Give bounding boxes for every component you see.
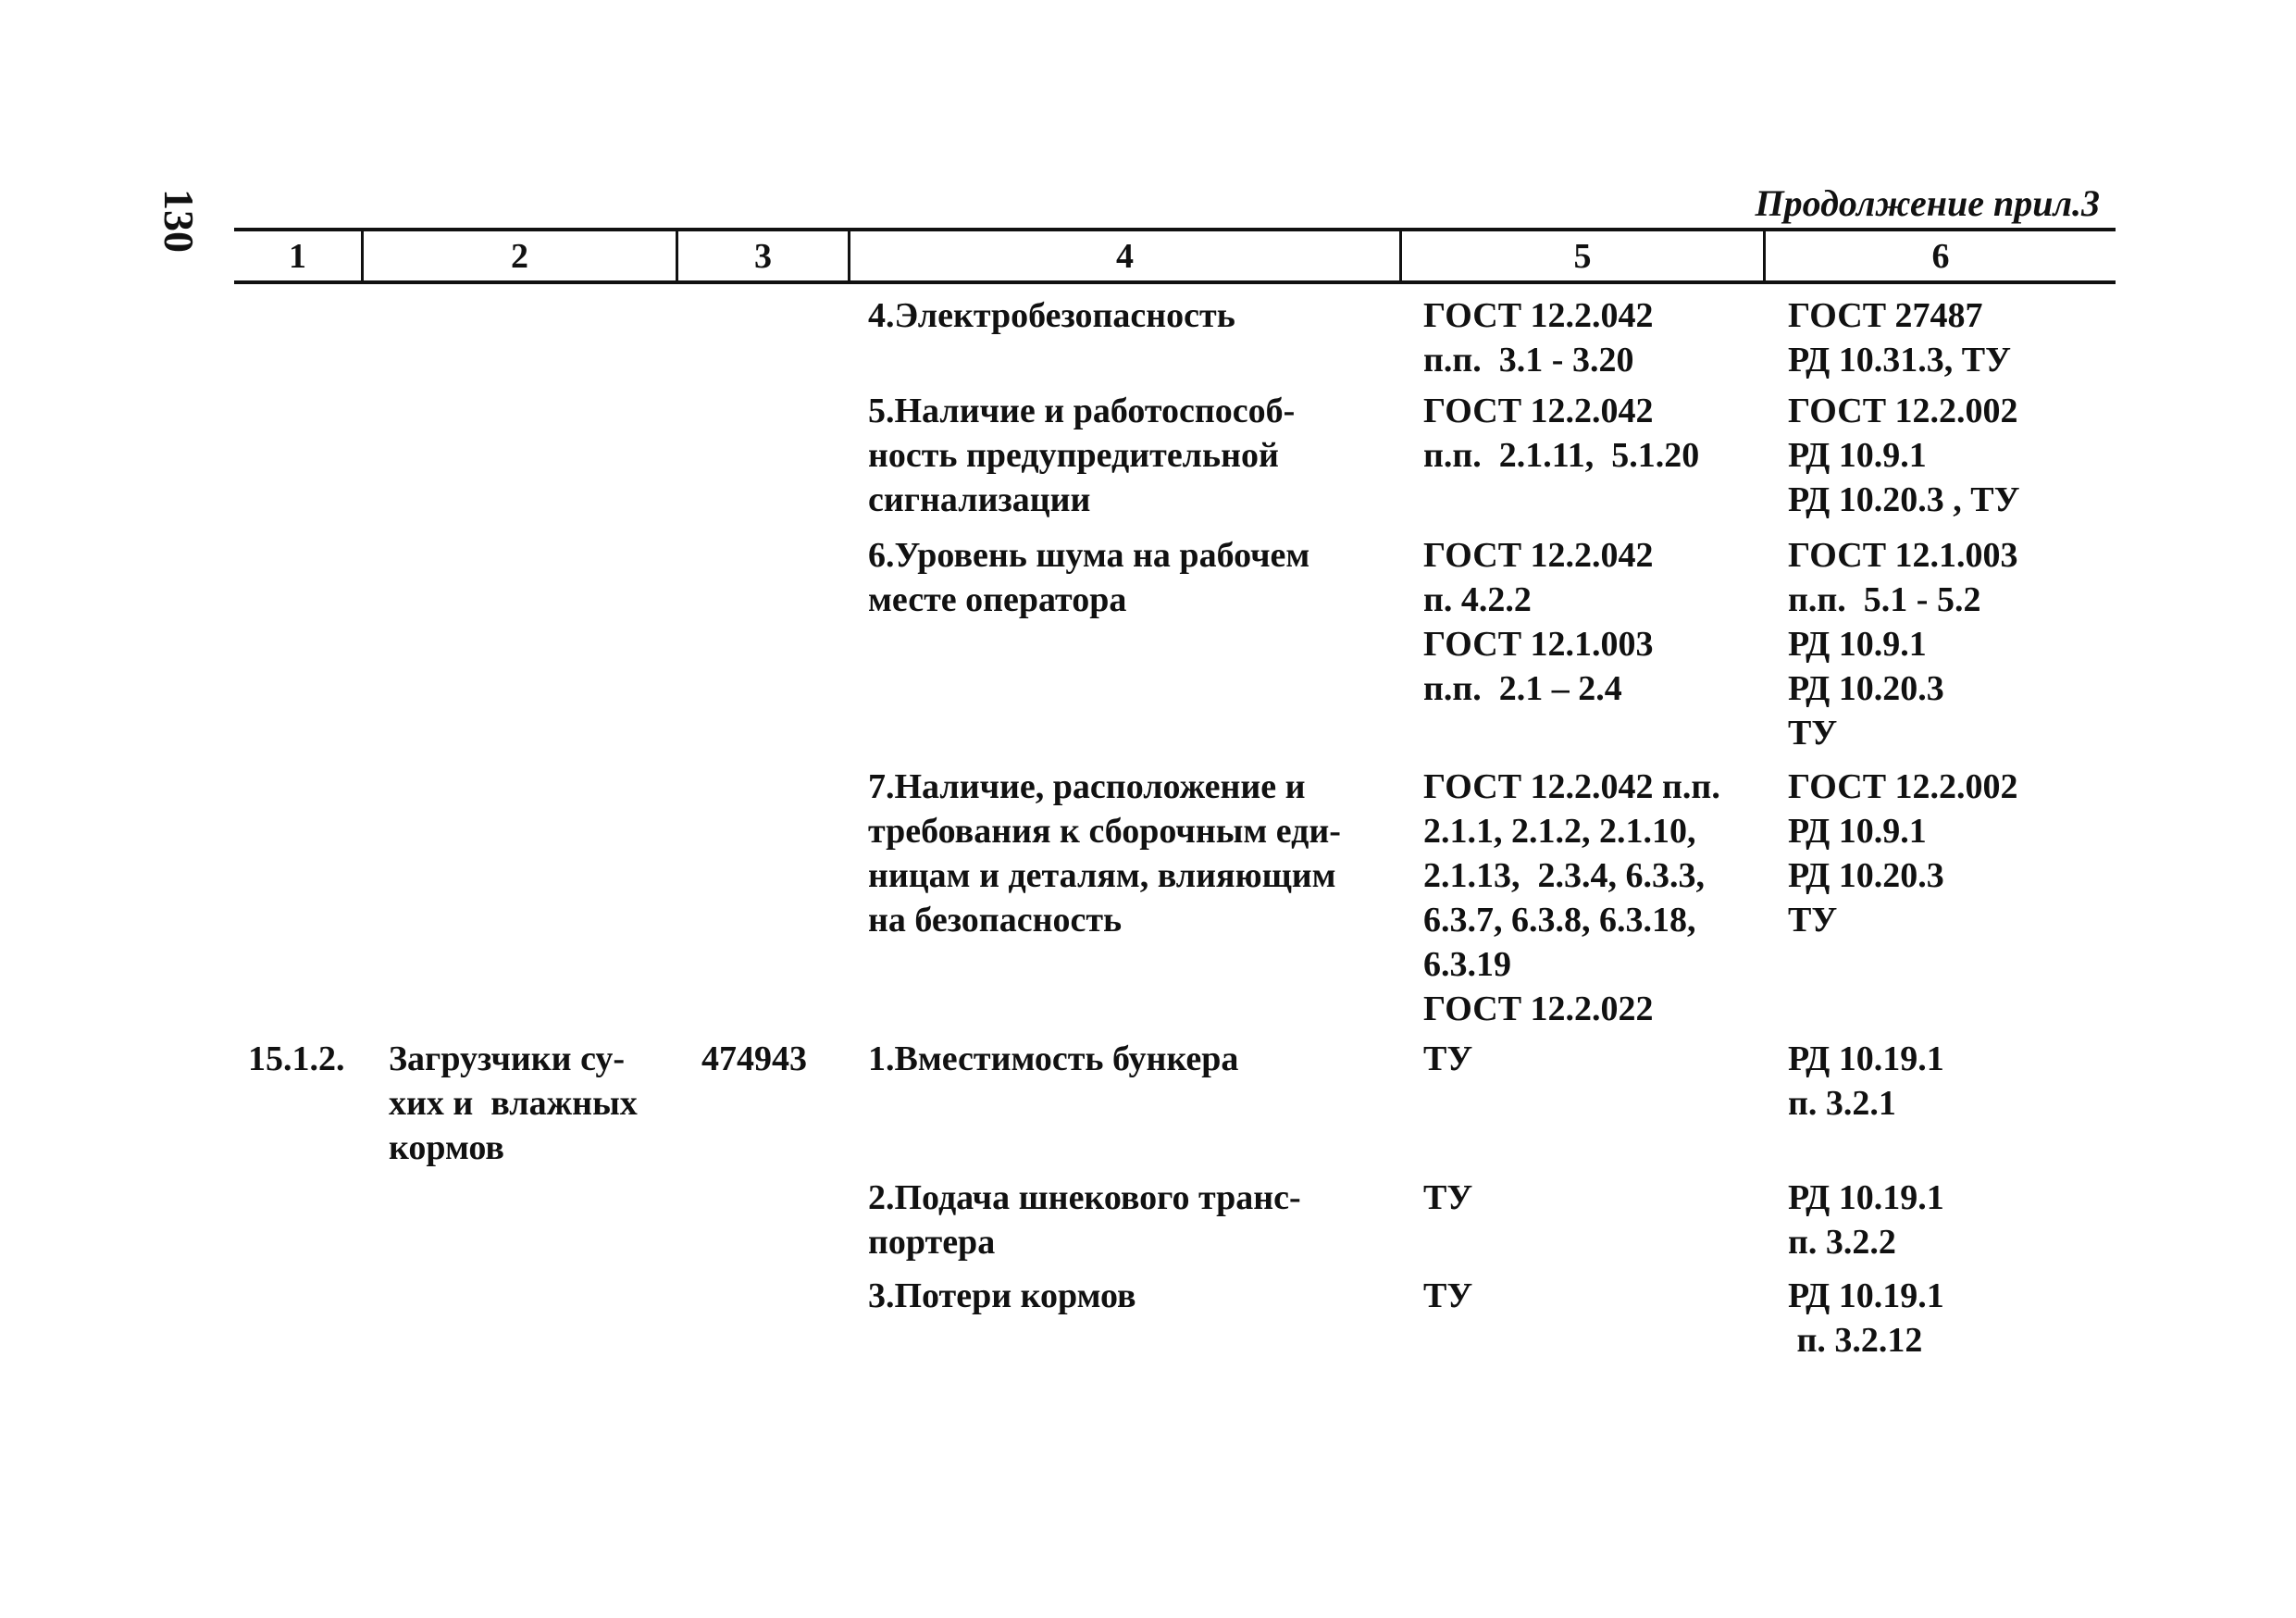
continuation-caption: Продолжение прил.3 [1755, 182, 2100, 224]
row-4-col-5: ГОСТ 12.2.042 п.п. 2.1.1, 2.1.2, 2.1.10, 2.1.13, 2.3.4, 6.3.3, 6.3.7, 6.3.8, 6.3.18, 6.3.19 ГОСТ 12.2.022 [1423, 767, 1720, 1028]
row-2-col-5: ГОСТ 12.2.042 п.п. 2.1.11, 5.1.20 [1423, 392, 1700, 475]
row-3-col-4: 6.Уровень шума на рабочем месте оператора [868, 536, 1310, 619]
row-5-col-1: 15.1.2. [248, 1039, 345, 1078]
row-6-col-4: 2.Подача шнекового транс- портера [868, 1178, 1301, 1262]
header-col-1: 1 [289, 237, 306, 276]
row-3-col-6: ГОСТ 12.1.003 п.п. 5.1 - 5.2 РД 10.9.1 РД 10.20.3 ТУ [1788, 536, 2018, 753]
row-5-col-4: 1.Вместимость бункера [868, 1039, 1239, 1078]
row-6-col-6: РД 10.19.1 п. 3.2.2 [1788, 1178, 1944, 1262]
page-number: 130 [155, 189, 203, 253]
header-col-2: 2 [511, 237, 528, 276]
row-1-col-4: 4.Электробезопасность [868, 296, 1235, 335]
row-7-col-4: 3.Потери кормов [868, 1276, 1136, 1315]
header-col-3: 3 [754, 237, 772, 276]
row-1-col-5: ГОСТ 12.2.042 п.п. 3.1 - 3.20 [1423, 296, 1654, 380]
header-col-4: 4 [1116, 237, 1134, 276]
row-7-col-6: РД 10.19.1 п. 3.2.12 [1788, 1276, 1944, 1360]
row-2-col-4: 5.Наличие и работоспособ- ность предупредительной сигнализации [868, 392, 1296, 519]
header-top-rule [234, 228, 2116, 231]
row-5-col-5: ТУ [1423, 1039, 1473, 1078]
row-1-col-6: ГОСТ 27487 РД 10.31.3, ТУ [1788, 296, 2012, 380]
row-4-col-6: ГОСТ 12.2.002 РД 10.9.1 РД 10.20.3 ТУ [1788, 767, 2018, 940]
row-5-col-2: Загрузчики су- хих и влажных кормов [389, 1039, 638, 1167]
row-2-col-6: ГОСТ 12.2.002 РД 10.9.1 РД 10.20.3 , ТУ [1788, 392, 2020, 519]
row-5-col-6: РД 10.19.1 п. 3.2.1 [1788, 1039, 1944, 1123]
row-5-col-3: 474943 [701, 1039, 807, 1078]
header-col-6: 6 [1931, 237, 1950, 276]
row-6-col-5: ТУ [1423, 1178, 1473, 1217]
row-7-col-5: ТУ [1423, 1276, 1473, 1315]
header-bottom-rule [234, 280, 2116, 284]
header-col-5: 5 [1573, 237, 1592, 276]
row-4-col-4: 7.Наличие, расположение и требования к сборочным еди- ницам и деталям, влияющим на безопасность [868, 767, 1341, 940]
row-3-col-5: ГОСТ 12.2.042 п. 4.2.2 ГОСТ 12.1.003 п.п. 2.1 – 2.4 [1423, 536, 1654, 708]
